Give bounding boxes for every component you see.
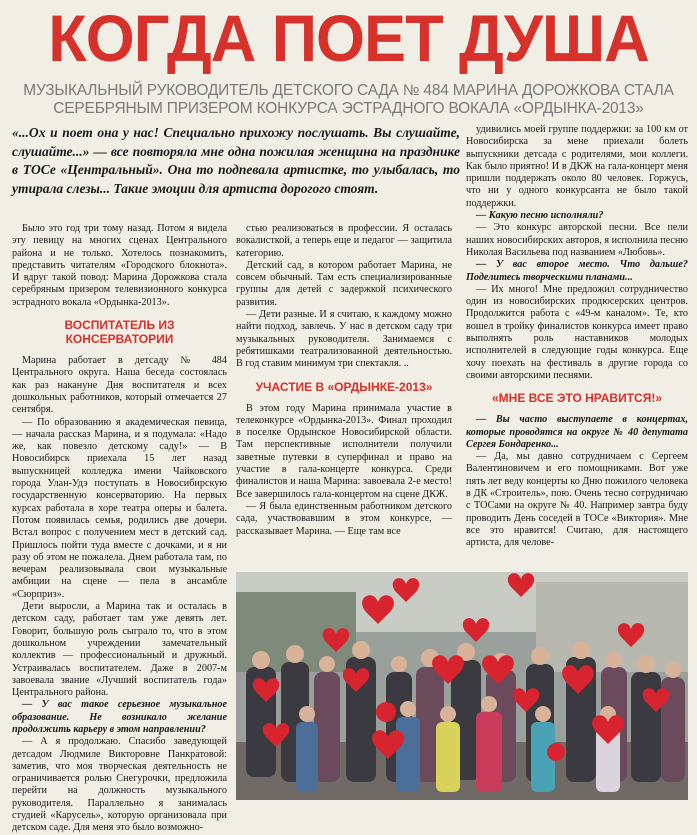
interview-question: — Какую песню исполняли? — [476, 210, 604, 222]
paragraph: — Их много! Мне предложил сотрудничество один из новосибирских продюсерских центров. Продолжится работа с «49-м каналом». Те, кто вошел в тройку финалистов конкурса имеет право выполнять роль наставников молодых исполнителей в следующие годы конкурса. Еще хочу поехать на фестиваль в другие города со своими авторскими песнями. — [466, 283, 688, 381]
subheading: «МНЕ ВСЕ ЭТО НРАВИТСЯ!» — [492, 391, 662, 406]
column-1 — [12, 223, 227, 834]
deck-line-2: СЕРЕБРЯНЫМ ПРИЗЕРОМ КОНКУРСА ЭСТРАДНОГО ВОКАЛА «ОРДЫНКА-2013» — [53, 100, 644, 117]
paragraph: — А я продолжаю. Спасибо заведующей детсадом Людмиле Викторовне Панкратовой: заметив, что моя творческая деятельность не ограничивается ролью Снегурочки, предложила перейти на должность музыкального руководителя. Параллельно я занималась студией «Карусель», которую организовала при детском саде. Для меня это было возможно- — [12, 736, 227, 834]
headline: КОГДА ПОЕТ ДУША — [48, 2, 649, 76]
paragraph: Было это год три тому назад. Потом я видела эту певицу на многих сценах Центрального района и не только. Хотелось познакомить, представить читателям «Городского блокнота». И вдруг такой повод: Марина Дорожкова стала серебряным призером телевизионного конкурса эстрадного вокала «Ордынка-2013». — [12, 223, 227, 308]
paragraph: — Это конкурс авторской песни. Все пели наших новосибирских авторов, я исполнила песню Николая Васильева под названием «Любовь». — [466, 222, 688, 258]
subheading: ВОСПИТАТЕЛЬ ИЗ КОНСЕРВАТОРИИ — [64, 318, 175, 347]
paragraph: удивились моей группе поддержки: за 100 км от Новосибирска за мене приехали болеть выпускники детсада с родителями, мои коллеги. Как было приятно! И в ДКЖ на гала-концерт меня пришли поддержать около 80 человек. Горжусь, что ни у одного конкурсанта не было такой поддержки. — [466, 124, 688, 209]
paragraph: — Да, мы давно сотрудничаем с Сергеем Валентиновичем и его помощниками. Вот уже пять лет веду концерты ко Дню пожилого человека в ДК «Строитель», пою. Очень тесно сотрудничаю с ТОСами на округе № 40. Например завтра буду проводить День соседей в ТОСе «Виктория». Мне все это нравится! Считаю, для настоящего артиста, для челове- — [466, 451, 688, 549]
paragraph: — Дети разные. И я считаю, к каждому можно найти подход, завлечь. У нас в детском саду три музыкальных руководителя. Занимаемся с ребятишками театрализованной деятельностью. В год ставим минимум три спектакля. .. — [236, 309, 452, 370]
paragraph: Дети выросли, а Марина так и осталась в детском саду, работает там уже девять лет. Говорит, большую роль сыграло то, что в этом дошкольном учреждении замечательный коллектив — профессиональный и дружный. Устраивалась воспитателем. Даже в 2007-м завоевала звание «Лучший воспитатель года» Центрального района. — [12, 601, 227, 699]
interview-question: — У вас второе место. Что дальше? Поделитесь творческими планами... — [466, 259, 688, 283]
paragraph: Детский сад, в котором работает Марина, не совсем обычный. Там есть специализированные группы для детей с задержкой психического развития. — [236, 259, 452, 308]
group-photo — [236, 572, 688, 800]
paragraph: стью реализоваться в профессии. Я осталась вокалисткой, а теперь еще и педагог — защитила категорию. — [236, 223, 452, 259]
paragraph: — По образованию я академическая певица, — начала рассказ Марина, и я подумала: «Надо же, как повезло детскому саду!» — В Новосибирск приехала 15 лет назад выпускницей колледжа имени Чайковского города Улан-Удэ поступать в Новосибирскую государственную консерваторию. На первых курсах работала в хоре театра оперы и балета. Потом появилась семья, родились две дочери. Встал вопрос с получением мест в детский сад. Пришлось пойти туда вместе с дочками, и я ни разу об этом не пожалела. Днем работала там, по вечерам реализовывала свои музыкальные амбиции на сцене — пела в ансамбле «Сюрприз». — [12, 416, 227, 600]
paragraph: Марина работает в детсаду № 484 Центрального округа. Наша беседа состоялась как раз накануне Дня воспитателя и всех дошкольных работников, который отмечается 27 сентября. — [12, 355, 227, 416]
subheading: УЧАСТИЕ В «ОРДЫНКЕ-2013» — [255, 379, 433, 394]
deck-line-1: МУЗЫКАЛЬНЫЙ РУКОВОДИТЕЛЬ ДЕТСКОГО САДА № 484 МАРИНА ДОРОЖКОВА СТАЛА — [23, 82, 674, 99]
paragraph: — Я была единственным работником детского сада, участвовавшим в этом конкурсе, — рассказывает Марина. — Еще там все — [236, 500, 452, 537]
interview-question: — У вас такое серьезное музыкальное образование. Не возникало желание продолжить карьеру в этом направлении? — [12, 699, 227, 735]
interview-question: — Вы часто выступаете в концертах, которые проводятся на округе № 40 депутата Сергея Бондаренко... — [466, 414, 688, 450]
deck — [10, 82, 687, 118]
group-photo-illustration — [236, 572, 688, 800]
column-2 — [236, 223, 452, 569]
lead-paragraph: «...Ох и поет она у нас! Специально прихожу послушать. Вы слушайте, слушайте...» — все повторяла мне одна пожилая женщина на празднике в ТОСе «Центральный». Она то подпевала артистке, то улыбалась, то утирала слезы... Такие эмоции для артиста дорогого стоят. — [12, 125, 460, 196]
column-3 — [466, 124, 688, 570]
paragraph: В этом году Марина принимала участие в телеконкурсе «Ордынка-2013». Финал проходил в поселке Ордынское Новосибирской области. Там перспективные исполнители получили заветные путевки в суперфинал и право на участие в гала-концерте конкурса. Среди финалистов и наша Марина: завоевала 2-е место! Все завершилось гала-концертом на сцене ДКЖ. — [236, 402, 452, 500]
